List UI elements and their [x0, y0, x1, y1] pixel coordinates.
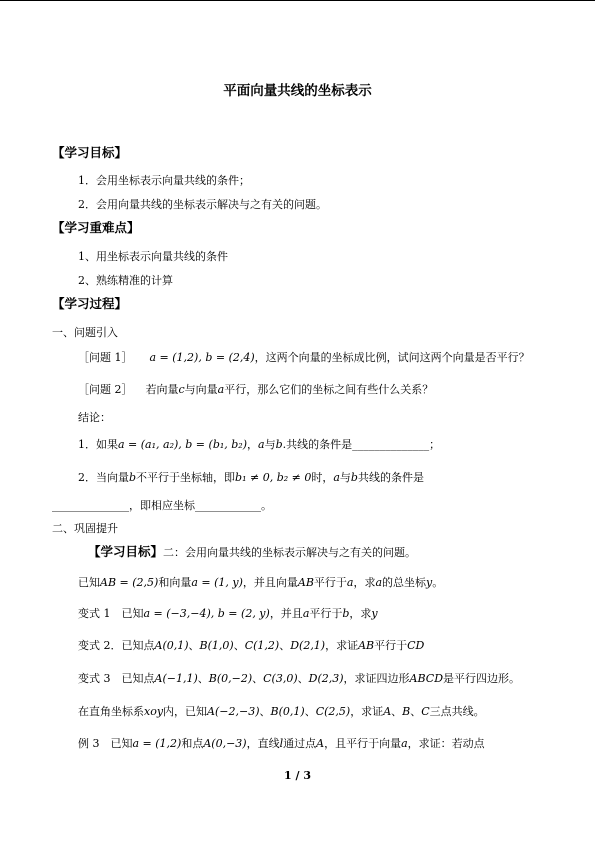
- example-1-text-f: 的总坐标: [382, 576, 427, 589]
- part1-heading: 一、问题引入: [52, 326, 118, 339]
- variation-2-text-a: 变式 2．已知点: [78, 639, 155, 652]
- example-3-text-d: 通过点: [283, 737, 317, 750]
- conclusion-1-text-d: .共线的条件是: [282, 438, 353, 451]
- part2-goal-label: 【学习目标】: [88, 544, 164, 559]
- question-2-text-b: 与向量: [184, 383, 218, 396]
- point-c: C(1,2): [244, 639, 280, 652]
- quadrilateral-abcd: ABCD: [409, 672, 444, 685]
- example-3-text-b: 和点: [181, 737, 204, 750]
- example-1-text-b: 和向量: [158, 576, 192, 589]
- conclusion-2-end: 。: [261, 499, 272, 512]
- page-number: 1 / 3: [284, 769, 311, 782]
- conclusion-2-text-e: 共线的条件是: [357, 471, 424, 484]
- vector-ab: AB: [297, 576, 314, 589]
- line-l: l: [279, 737, 284, 750]
- conclusion-1-text-b: ，: [247, 438, 259, 451]
- question-2-text-c: 平行，那么它们的坐标之间有些什么关系？: [224, 383, 434, 396]
- vector-c: c: [178, 383, 185, 396]
- separator: 、: [252, 672, 264, 685]
- point-c: C(3,0): [263, 672, 298, 685]
- part2-goal-text: 二：会用向量共线的坐标表示解决与之有关的问题。: [163, 546, 417, 559]
- point-a-label: A: [383, 705, 392, 718]
- variation-1: [78, 606, 378, 622]
- example-1-end: 。: [432, 576, 444, 589]
- separator: 、: [391, 705, 403, 718]
- conclusion-2-text-a: 2．当向量: [78, 471, 129, 484]
- separator: 、: [279, 639, 291, 652]
- example-2-text-c: ，求证: [350, 705, 384, 718]
- vector-b: b: [129, 471, 137, 484]
- variable-y: y: [371, 607, 378, 620]
- question-2: [78, 382, 433, 398]
- point-b-label: B: [402, 705, 411, 718]
- separator: 、: [259, 705, 271, 718]
- variation-1-text-a: 变式 1 已知: [78, 607, 144, 620]
- example-1-text-d: 平行于: [313, 576, 347, 589]
- point-a: A(0,−3): [203, 737, 247, 750]
- question-2-label: ［问题 2］: [78, 383, 133, 396]
- variation-1-text-b: ，并且: [269, 607, 303, 620]
- point-a: A(0,1): [154, 639, 189, 652]
- separator: 、: [233, 639, 245, 652]
- part2-heading: 二、巩固提升: [52, 522, 118, 535]
- conclusion-2-text-b: 不平行于坐标轴，即: [136, 471, 236, 484]
- process-heading: 【学习过程】: [52, 296, 128, 311]
- vector-a: a: [333, 471, 340, 484]
- answer-blank: ______________: [352, 438, 430, 451]
- vector-a: a: [302, 607, 310, 620]
- example-1: [78, 575, 443, 591]
- conclusion-1-math: a = (a₁, a₂), b = (b₁, b₂): [118, 438, 248, 451]
- point-b: B(0,1): [270, 705, 305, 718]
- vector-ab: AB = (2,5): [100, 576, 159, 589]
- point-b: B(0,−2): [208, 672, 253, 685]
- example-2: [78, 704, 485, 720]
- question-1: [78, 350, 530, 366]
- variable-y: y: [426, 576, 433, 589]
- separator: 、: [197, 672, 209, 685]
- goal-item-1: 1．会用坐标表示向量共线的条件；: [78, 174, 250, 187]
- coordinate-system: xoy: [144, 705, 164, 718]
- separator: 、: [188, 639, 200, 652]
- segment-cd: CD: [407, 639, 425, 652]
- conclusion-2-continued: [52, 498, 272, 514]
- point-a: A(−1,1): [154, 672, 198, 685]
- example-2-text-b: 内，已知: [163, 705, 208, 718]
- example-3: [78, 736, 485, 752]
- conclusion-1: [78, 437, 440, 453]
- example-1-text-c: ，并且向量: [242, 576, 298, 589]
- segment-ab: AB: [358, 639, 375, 652]
- vector-b: b: [342, 607, 350, 620]
- vector-a: a: [346, 576, 354, 589]
- goals-heading: 【学习目标】: [52, 145, 128, 160]
- key-point-item-2: 2、熟练精准的计算: [78, 274, 173, 287]
- variation-2: [78, 638, 424, 654]
- point-a: A(−2,−3): [207, 705, 260, 718]
- example-3-text-f: ，求证：若动点: [407, 737, 485, 750]
- vector-a: a: [217, 383, 225, 396]
- example-3-text-c: ，直线: [246, 737, 280, 750]
- separator: 、: [297, 672, 309, 685]
- variation-2-text-b: ，求证: [325, 639, 359, 652]
- variation-3-text-a: 变式 3 已知点: [78, 672, 155, 685]
- page-top-rule: [0, 0, 595, 1]
- question-1-text: ，这两个向量的坐标成比例，试问这两个向量是否平行？: [254, 351, 530, 364]
- vector-a: a = (1, y): [191, 576, 243, 589]
- variation-3: [78, 671, 520, 687]
- variation-1-text-d: ，求: [349, 607, 372, 620]
- variation-3-text-c: 是平行四边形。: [443, 672, 521, 685]
- vector-a: a: [401, 737, 408, 750]
- goal-item-2: 2．会用向量共线的坐标表示解决与之有关的问题。: [78, 198, 327, 211]
- part2-goal: [88, 544, 416, 561]
- point-a-label: A: [316, 737, 325, 750]
- example-3-text-e: ，且平行于向量: [324, 737, 402, 750]
- vector-a: a = (1,2): [132, 737, 182, 750]
- variation-2-text-c: 平行于: [374, 639, 408, 652]
- vector-b: b: [275, 438, 283, 451]
- conclusion-2-text-c: 时，: [311, 471, 334, 484]
- variation-3-text-b: ，求证四边形: [343, 672, 410, 685]
- variation-1-text-c: 平行于: [309, 607, 343, 620]
- question-1-label: ［问题 1］: [78, 351, 133, 364]
- example-1-text-e: ，求: [353, 576, 376, 589]
- conclusion-1-text-c: 与: [264, 438, 276, 451]
- conclusion-2-condition: b₁ ≠ 0, b₂ ≠ 0: [235, 471, 312, 484]
- example-3-text-a: 例 3 已知: [78, 737, 133, 750]
- variation-1-math: a = (−3,−4), b = (2, y): [143, 607, 270, 620]
- point-d: D(2,3): [308, 672, 344, 685]
- conclusion-1-text-a: 1．如果: [78, 438, 118, 451]
- point-c-label: C: [421, 705, 430, 718]
- example-2-text-d: 三点共线。: [429, 705, 485, 718]
- point-b: B(1,0): [199, 639, 234, 652]
- key-points-heading: 【学习重难点】: [52, 220, 140, 235]
- conclusion-1-end: ；: [429, 438, 441, 451]
- question-1-math: a = (1,2), b = (2,4): [149, 351, 255, 364]
- vector-b: b: [350, 471, 358, 484]
- conclusion-label: 结论：: [78, 411, 111, 424]
- conclusion-2-continued-text: ，即相应坐标: [129, 499, 195, 512]
- conclusion-2-text-d: 与: [339, 471, 351, 484]
- question-2-text-a: 若向量: [145, 383, 179, 396]
- key-point-item-1: 1、用坐标表示向量共线的条件: [78, 250, 228, 263]
- conclusion-2: [78, 470, 424, 486]
- vector-a: a: [258, 438, 265, 451]
- separator: 、: [304, 705, 316, 718]
- example-1-text-a: 已知: [78, 576, 100, 589]
- answer-blank: ____________: [195, 499, 261, 512]
- vector-a: a: [375, 576, 383, 589]
- page-title: 平面向量共线的坐标表示: [223, 83, 372, 99]
- point-d: D(2,1): [290, 639, 326, 652]
- answer-blank: ______________: [52, 499, 129, 512]
- example-2-text-a: 在直角坐标系: [78, 705, 144, 718]
- separator: 、: [410, 705, 422, 718]
- point-c: C(2,5): [315, 705, 351, 718]
